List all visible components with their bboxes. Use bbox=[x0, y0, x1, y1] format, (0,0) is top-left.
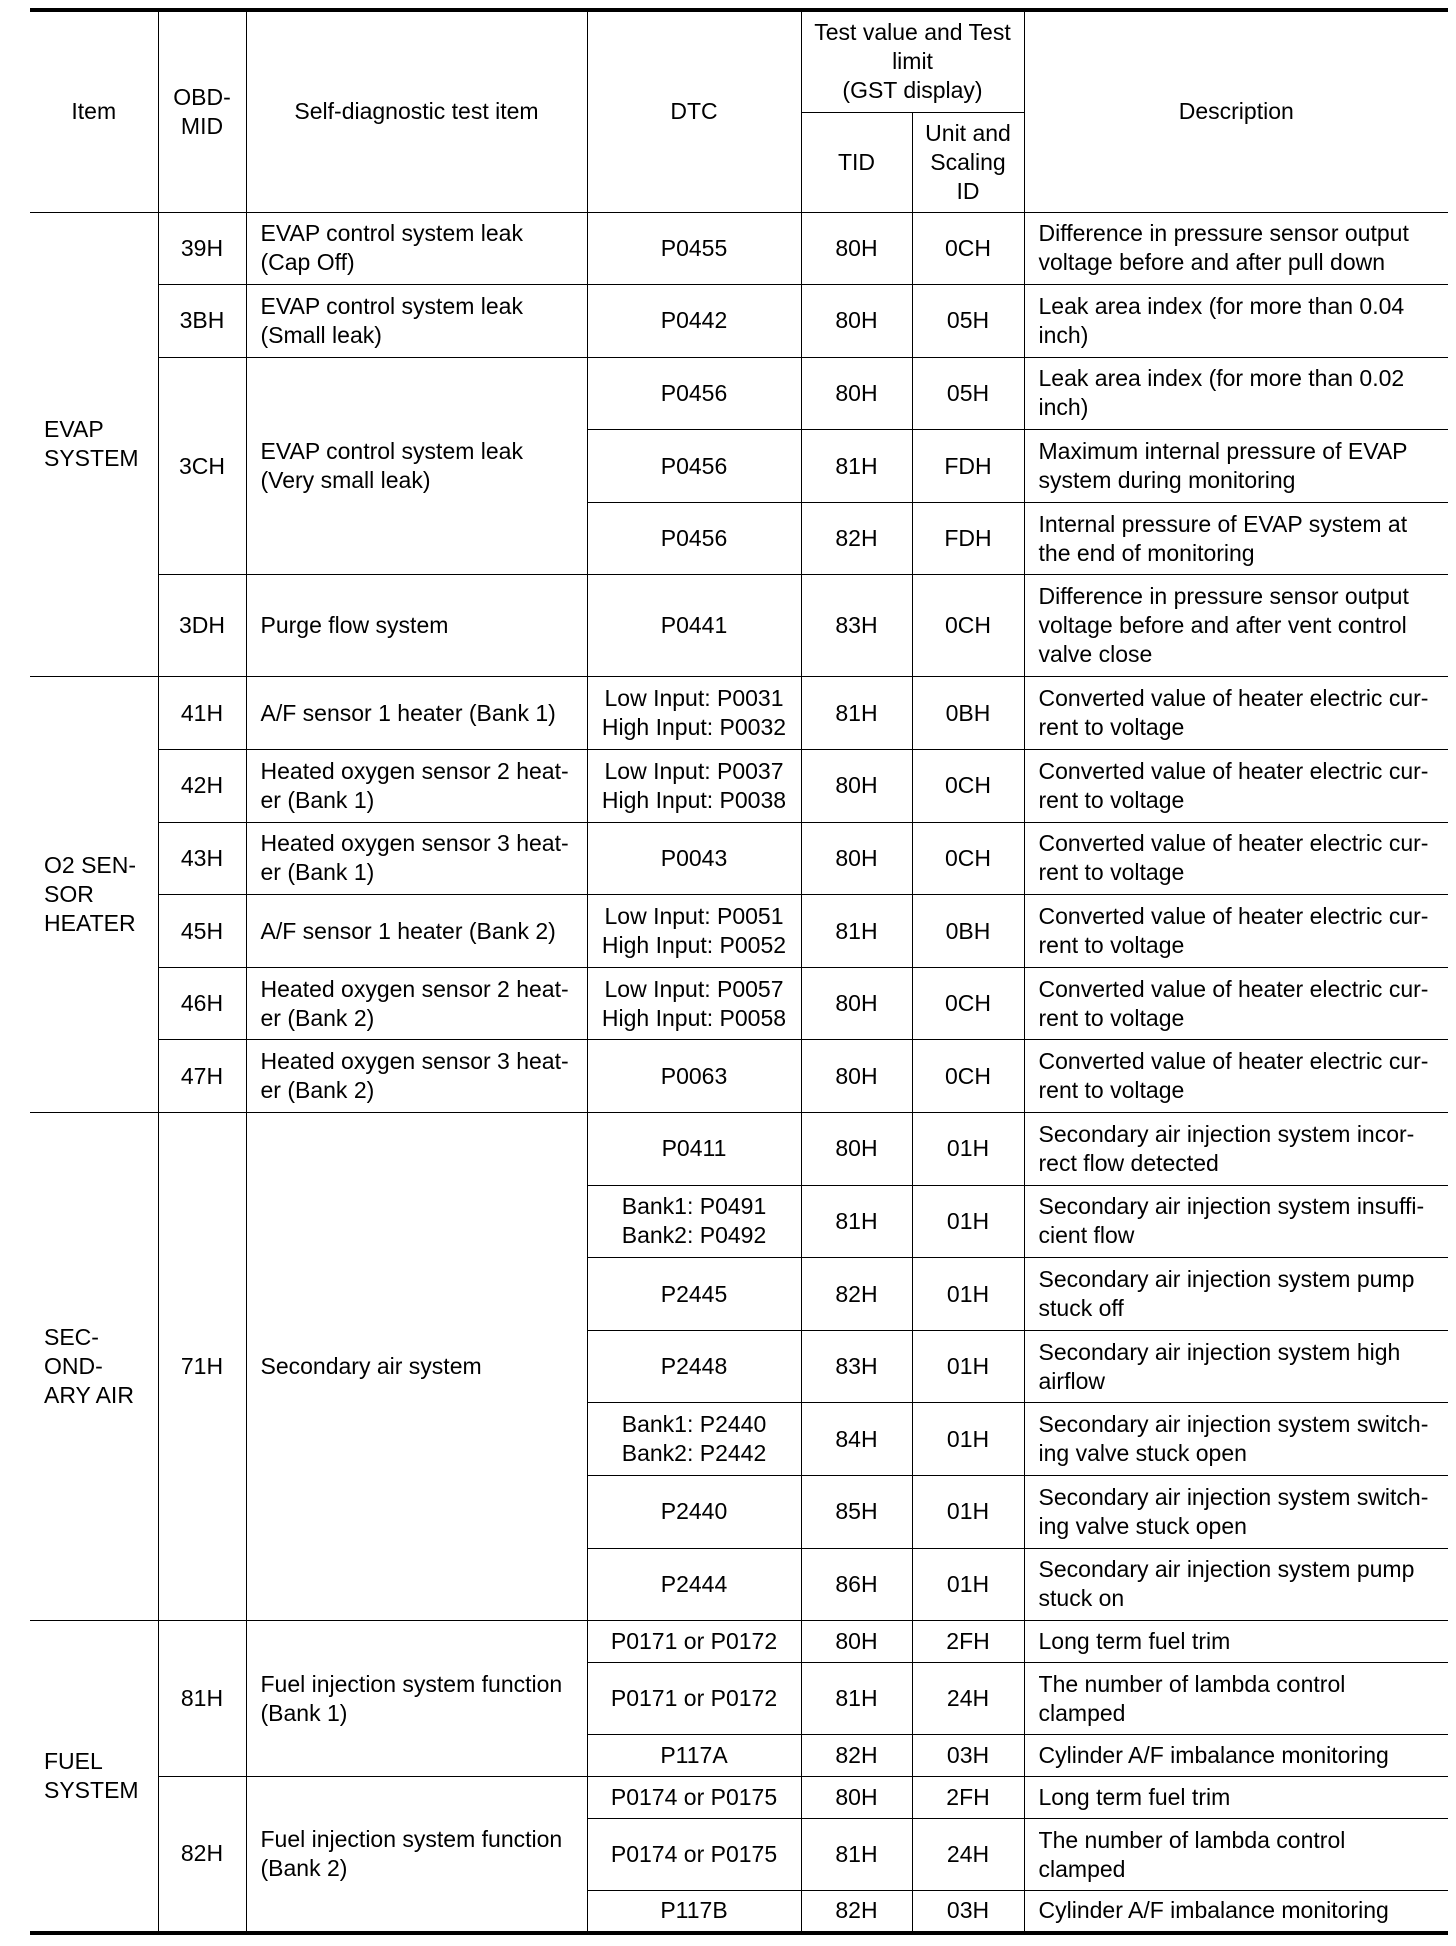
tid-cell: 80H bbox=[801, 967, 912, 1040]
table-row bbox=[30, 967, 1448, 1040]
description-cell: Secondary air injection system pump stuck off bbox=[1024, 1258, 1448, 1331]
tid-cell: 80H bbox=[801, 750, 912, 823]
tid-cell: 86H bbox=[801, 1548, 912, 1621]
header-obd-mid: OBD- MID bbox=[158, 10, 246, 212]
description-cell: Converted value of heater electric cur- rent to voltage bbox=[1024, 750, 1448, 823]
obd-mid-cell: 3BH bbox=[158, 285, 246, 358]
unit-cell: 0CH bbox=[912, 967, 1024, 1040]
group-o2-sensor-heater: O2 SEN- SOR HEATER bbox=[30, 677, 158, 1113]
dtc-cell: P0174 or P0175 bbox=[587, 1819, 801, 1891]
tid-cell: 82H bbox=[801, 1891, 912, 1933]
tid-cell: 80H bbox=[801, 285, 912, 358]
obd-mid-cell: 41H bbox=[158, 677, 246, 750]
description-cell: Converted value of heater electric cur- rent to voltage bbox=[1024, 677, 1448, 750]
table-row bbox=[30, 1113, 1448, 1186]
header-unit-scaling: Unit and Scaling ID bbox=[912, 112, 1024, 212]
obd-mid-cell: 45H bbox=[158, 895, 246, 968]
tid-cell: 80H bbox=[801, 1621, 912, 1663]
unit-cell: FDH bbox=[912, 502, 1024, 575]
tid-cell: 83H bbox=[801, 575, 912, 677]
obd-mid-cell: 71H bbox=[158, 1113, 246, 1621]
dtc-cell: P0456 bbox=[587, 430, 801, 503]
unit-cell: 03H bbox=[912, 1735, 1024, 1777]
tid-cell: 81H bbox=[801, 677, 912, 750]
tid-cell: 81H bbox=[801, 1819, 912, 1891]
dtc-cell: P2448 bbox=[587, 1330, 801, 1403]
description-cell: Secondary air injection system switch- ing valve stuck open bbox=[1024, 1476, 1448, 1549]
obd-mid-cell: 46H bbox=[158, 967, 246, 1040]
description-cell: Difference in pressure sensor output voltage before and after vent control valve close bbox=[1024, 575, 1448, 677]
unit-cell: 2FH bbox=[912, 1621, 1024, 1663]
header-test-value-group: Test value and Test limit (GST display) bbox=[801, 10, 1024, 112]
unit-cell: 01H bbox=[912, 1113, 1024, 1186]
group-secondary-air: SEC- OND- ARY AIR bbox=[30, 1113, 158, 1621]
description-cell: Leak area index (for more than 0.04 inch) bbox=[1024, 285, 1448, 358]
test-item-cell: Heated oxygen sensor 3 heat- er (Bank 1) bbox=[246, 822, 587, 895]
table-row bbox=[30, 575, 1448, 677]
tid-cell: 81H bbox=[801, 430, 912, 503]
unit-cell: 01H bbox=[912, 1548, 1024, 1621]
description-cell: Secondary air injection system high airflow bbox=[1024, 1330, 1448, 1403]
table-row bbox=[30, 822, 1448, 895]
test-item-cell: EVAP control system leak (Cap Off) bbox=[246, 212, 587, 285]
dtc-cell: P2440 bbox=[587, 1476, 801, 1549]
description-cell: Converted value of heater electric cur- rent to voltage bbox=[1024, 822, 1448, 895]
unit-cell: 05H bbox=[912, 357, 1024, 430]
table-row bbox=[30, 1621, 1448, 1663]
table-row bbox=[30, 1040, 1448, 1113]
obd-mid-cell: 47H bbox=[158, 1040, 246, 1113]
unit-cell: 24H bbox=[912, 1819, 1024, 1891]
tid-cell: 80H bbox=[801, 212, 912, 285]
description-cell: Maximum internal pressure of EVAP system during monitoring bbox=[1024, 430, 1448, 503]
dtc-cell: P0442 bbox=[587, 285, 801, 358]
test-item-cell: A/F sensor 1 heater (Bank 1) bbox=[246, 677, 587, 750]
description-cell: Secondary air injection system switch- ing valve stuck open bbox=[1024, 1403, 1448, 1476]
tid-cell: 81H bbox=[801, 1663, 912, 1735]
tid-cell: 81H bbox=[801, 895, 912, 968]
obd-mid-cell: 42H bbox=[158, 750, 246, 823]
dtc-cell: P117A bbox=[587, 1735, 801, 1777]
group-fuel-system: FUEL SYSTEM bbox=[30, 1621, 158, 1933]
table-row bbox=[30, 750, 1448, 823]
description-cell: Cylinder A/F imbalance monitoring bbox=[1024, 1735, 1448, 1777]
tid-cell: 84H bbox=[801, 1403, 912, 1476]
dtc-cell: P0411 bbox=[587, 1113, 801, 1186]
description-cell: Converted value of heater electric cur- rent to voltage bbox=[1024, 1040, 1448, 1113]
header-item: Item bbox=[30, 10, 158, 212]
obd-mid-cell: 43H bbox=[158, 822, 246, 895]
tid-cell: 82H bbox=[801, 1735, 912, 1777]
description-cell: The number of lambda control clamped bbox=[1024, 1663, 1448, 1735]
group-evap: EVAP SYSTEM bbox=[30, 212, 158, 677]
dtc-cell: P2445 bbox=[587, 1258, 801, 1331]
test-item-cell: Fuel injection system function (Bank 2) bbox=[246, 1777, 587, 1933]
dtc-cell: P0063 bbox=[587, 1040, 801, 1113]
unit-cell: 2FH bbox=[912, 1777, 1024, 1819]
description-cell: Long term fuel trim bbox=[1024, 1777, 1448, 1819]
unit-cell: 01H bbox=[912, 1403, 1024, 1476]
unit-cell: 05H bbox=[912, 285, 1024, 358]
table-row bbox=[30, 895, 1448, 968]
tid-cell: 80H bbox=[801, 357, 912, 430]
dtc-cell: P0456 bbox=[587, 502, 801, 575]
table-row bbox=[30, 1777, 1448, 1819]
tid-cell: 80H bbox=[801, 1040, 912, 1113]
dtc-cell: P0174 or P0175 bbox=[587, 1777, 801, 1819]
unit-cell: 0CH bbox=[912, 750, 1024, 823]
header-dtc: DTC bbox=[587, 10, 801, 212]
unit-cell: 0CH bbox=[912, 212, 1024, 285]
description-cell: Converted value of heater electric cur- rent to voltage bbox=[1024, 895, 1448, 968]
header-test-item: Self-diagnostic test item bbox=[246, 10, 587, 212]
unit-cell: 01H bbox=[912, 1330, 1024, 1403]
tid-cell: 85H bbox=[801, 1476, 912, 1549]
dtc-cell: P117B bbox=[587, 1891, 801, 1933]
description-cell: Long term fuel trim bbox=[1024, 1621, 1448, 1663]
dtc-cell: Low Input: P0031 High Input: P0032 bbox=[587, 677, 801, 750]
unit-cell: 03H bbox=[912, 1891, 1024, 1933]
obd-mid-cell: 39H bbox=[158, 212, 246, 285]
description-cell: Secondary air injection system insuffi- cient flow bbox=[1024, 1185, 1448, 1258]
description-cell: Secondary air injection system incor- rect flow detected bbox=[1024, 1113, 1448, 1186]
tid-cell: 82H bbox=[801, 502, 912, 575]
table-row bbox=[30, 357, 1448, 430]
description-cell: Secondary air injection system pump stuck on bbox=[1024, 1548, 1448, 1621]
table-row bbox=[30, 285, 1448, 358]
header-row bbox=[30, 10, 1448, 112]
description-cell: Leak area index (for more than 0.02 inch) bbox=[1024, 357, 1448, 430]
tid-cell: 80H bbox=[801, 822, 912, 895]
dtc-cell: P2444 bbox=[587, 1548, 801, 1621]
test-item-cell: Heated oxygen sensor 2 heat- er (Bank 1) bbox=[246, 750, 587, 823]
tid-cell: 82H bbox=[801, 1258, 912, 1331]
obd-mid-cell: 3CH bbox=[158, 357, 246, 575]
unit-cell: 01H bbox=[912, 1258, 1024, 1331]
obd-mid-cell: 3DH bbox=[158, 575, 246, 677]
dtc-cell: Low Input: P0051 High Input: P0052 bbox=[587, 895, 801, 968]
dtc-cell: P0455 bbox=[587, 212, 801, 285]
obd-mid-cell: 82H bbox=[158, 1777, 246, 1933]
diagnostic-table bbox=[30, 8, 1448, 1935]
dtc-cell: Bank1: P0491 Bank2: P0492 bbox=[587, 1185, 801, 1258]
header-description: Description bbox=[1024, 10, 1448, 212]
table-row bbox=[30, 212, 1448, 285]
dtc-cell: P0171 or P0172 bbox=[587, 1663, 801, 1735]
tid-cell: 83H bbox=[801, 1330, 912, 1403]
unit-cell: 01H bbox=[912, 1476, 1024, 1549]
test-item-cell: Heated oxygen sensor 2 heat- er (Bank 2) bbox=[246, 967, 587, 1040]
dtc-cell: Low Input: P0057 High Input: P0058 bbox=[587, 967, 801, 1040]
test-item-cell: EVAP control system leak (Very small leak) bbox=[246, 357, 587, 575]
dtc-cell: P0043 bbox=[587, 822, 801, 895]
test-item-cell: Heated oxygen sensor 3 heat- er (Bank 2) bbox=[246, 1040, 587, 1113]
test-item-cell: A/F sensor 1 heater (Bank 2) bbox=[246, 895, 587, 968]
description-cell: Converted value of heater electric cur- rent to voltage bbox=[1024, 967, 1448, 1040]
unit-cell: 0CH bbox=[912, 575, 1024, 677]
dtc-cell: P0456 bbox=[587, 357, 801, 430]
table-row bbox=[30, 677, 1448, 750]
obd-mid-cell: 81H bbox=[158, 1621, 246, 1777]
unit-cell: 0BH bbox=[912, 677, 1024, 750]
unit-cell: 0CH bbox=[912, 1040, 1024, 1113]
unit-cell: 0CH bbox=[912, 822, 1024, 895]
unit-cell: FDH bbox=[912, 430, 1024, 503]
dtc-cell: P0171 or P0172 bbox=[587, 1621, 801, 1663]
tid-cell: 80H bbox=[801, 1777, 912, 1819]
test-item-cell: EVAP control system leak (Small leak) bbox=[246, 285, 587, 358]
test-item-cell: Purge flow system bbox=[246, 575, 587, 677]
tid-cell: 80H bbox=[801, 1113, 912, 1186]
unit-cell: 0BH bbox=[912, 895, 1024, 968]
test-item-cell: Secondary air system bbox=[246, 1113, 587, 1621]
header-tid: TID bbox=[801, 112, 912, 212]
unit-cell: 24H bbox=[912, 1663, 1024, 1735]
tid-cell: 81H bbox=[801, 1185, 912, 1258]
dtc-cell: Bank1: P2440 Bank2: P2442 bbox=[587, 1403, 801, 1476]
description-cell: Internal pressure of EVAP system at the end of monitoring bbox=[1024, 502, 1448, 575]
dtc-cell: P0441 bbox=[587, 575, 801, 677]
dtc-cell: Low Input: P0037 High Input: P0038 bbox=[587, 750, 801, 823]
description-cell: Cylinder A/F imbalance monitoring bbox=[1024, 1891, 1448, 1933]
unit-cell: 01H bbox=[912, 1185, 1024, 1258]
description-cell: The number of lambda control clamped bbox=[1024, 1819, 1448, 1891]
description-cell: Difference in pressure sensor output voltage before and after pull down bbox=[1024, 212, 1448, 285]
test-item-cell: Fuel injection system function (Bank 1) bbox=[246, 1621, 587, 1777]
